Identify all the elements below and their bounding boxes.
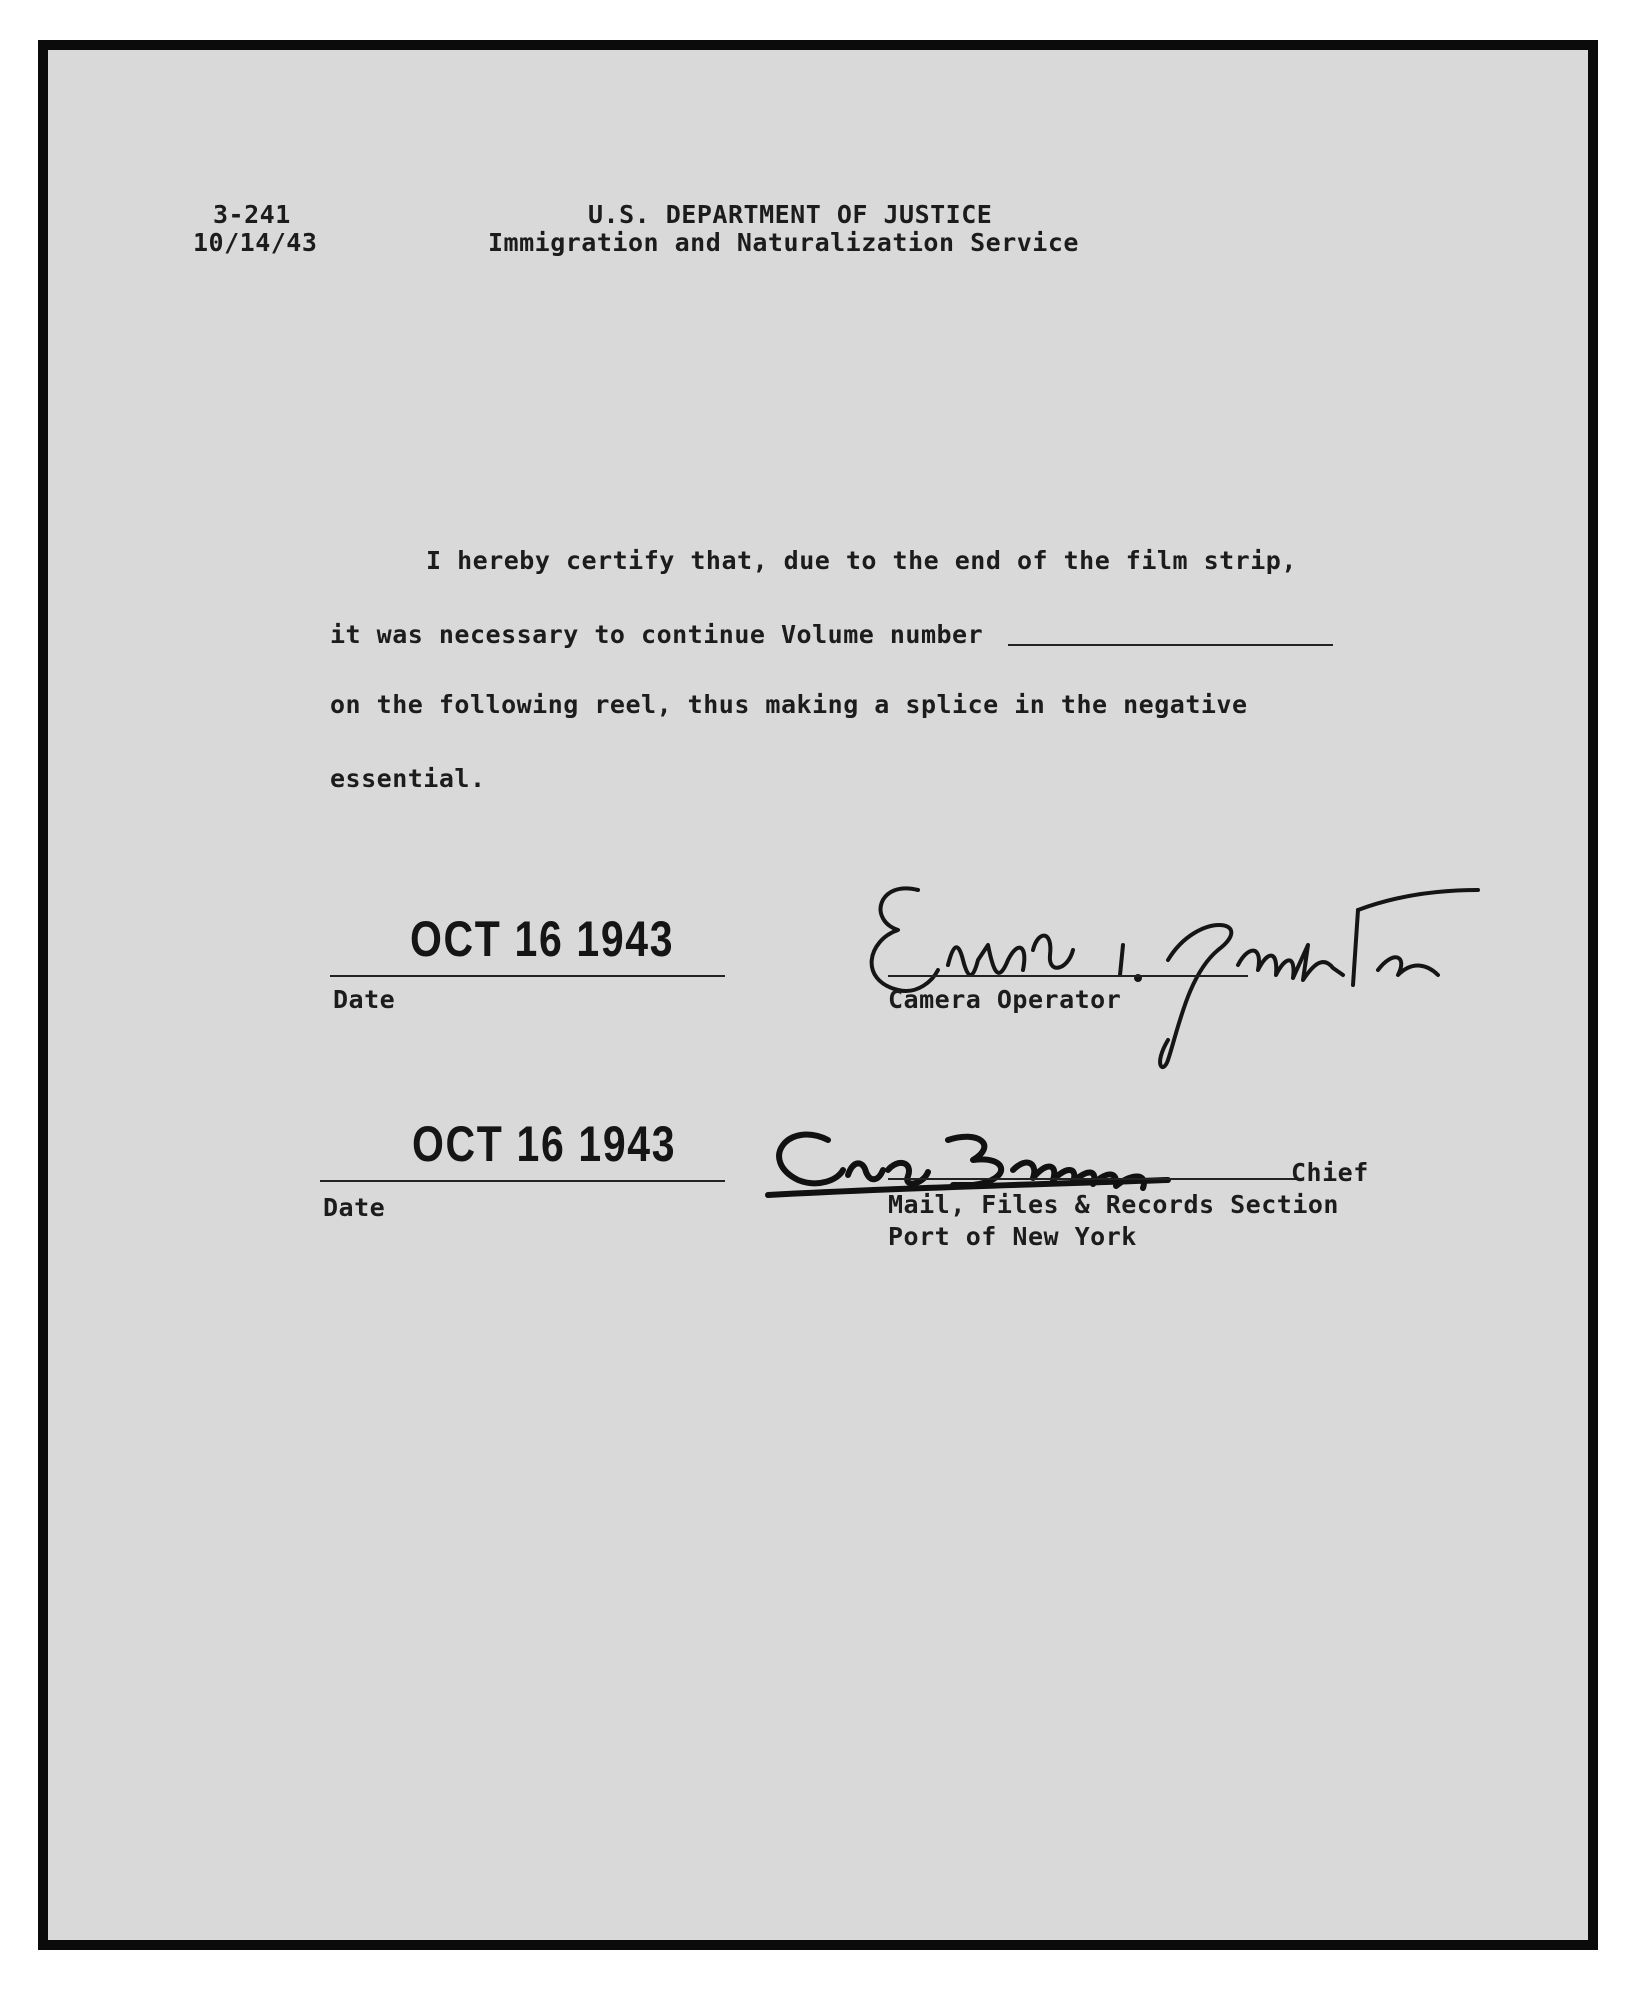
chief-title: Chief <box>1291 1158 1369 1187</box>
document-frame <box>38 40 1598 1950</box>
service-title: Immigration and Naturalization Service <box>488 228 1079 257</box>
chief-signature-line <box>888 1178 1298 1180</box>
body-line-4: essential. <box>330 764 486 793</box>
body-line-1: I hereby certify that, due to the end of the film strip, <box>426 546 1297 575</box>
body-line-3: on the following reel, thus making a splice in the negative <box>330 690 1248 719</box>
camera-operator-line <box>888 975 1248 977</box>
date-line-1 <box>330 975 725 977</box>
chief-title-line-3: Port of New York <box>888 1222 1137 1251</box>
form-number: 3-241 <box>213 200 291 229</box>
camera-operator-signature <box>838 850 1488 1080</box>
form-date: 10/14/43 <box>193 228 318 257</box>
date-stamp-1: OCT 16 1943 <box>410 911 675 967</box>
date-line-2 <box>320 1180 725 1182</box>
volume-number-blank <box>1008 644 1333 646</box>
body-line-2: it was necessary to continue Volume number <box>330 620 984 649</box>
camera-operator-label: Camera Operator <box>888 985 1122 1014</box>
chief-title-line-2: Mail, Files & Records Section <box>888 1190 1339 1219</box>
document-page <box>48 50 1588 1940</box>
date-label-2: Date <box>323 1193 386 1222</box>
date-stamp-2: OCT 16 1943 <box>412 1116 677 1172</box>
department-title: U.S. DEPARTMENT OF JUSTICE <box>588 200 993 229</box>
date-label-1: Date <box>333 985 396 1014</box>
